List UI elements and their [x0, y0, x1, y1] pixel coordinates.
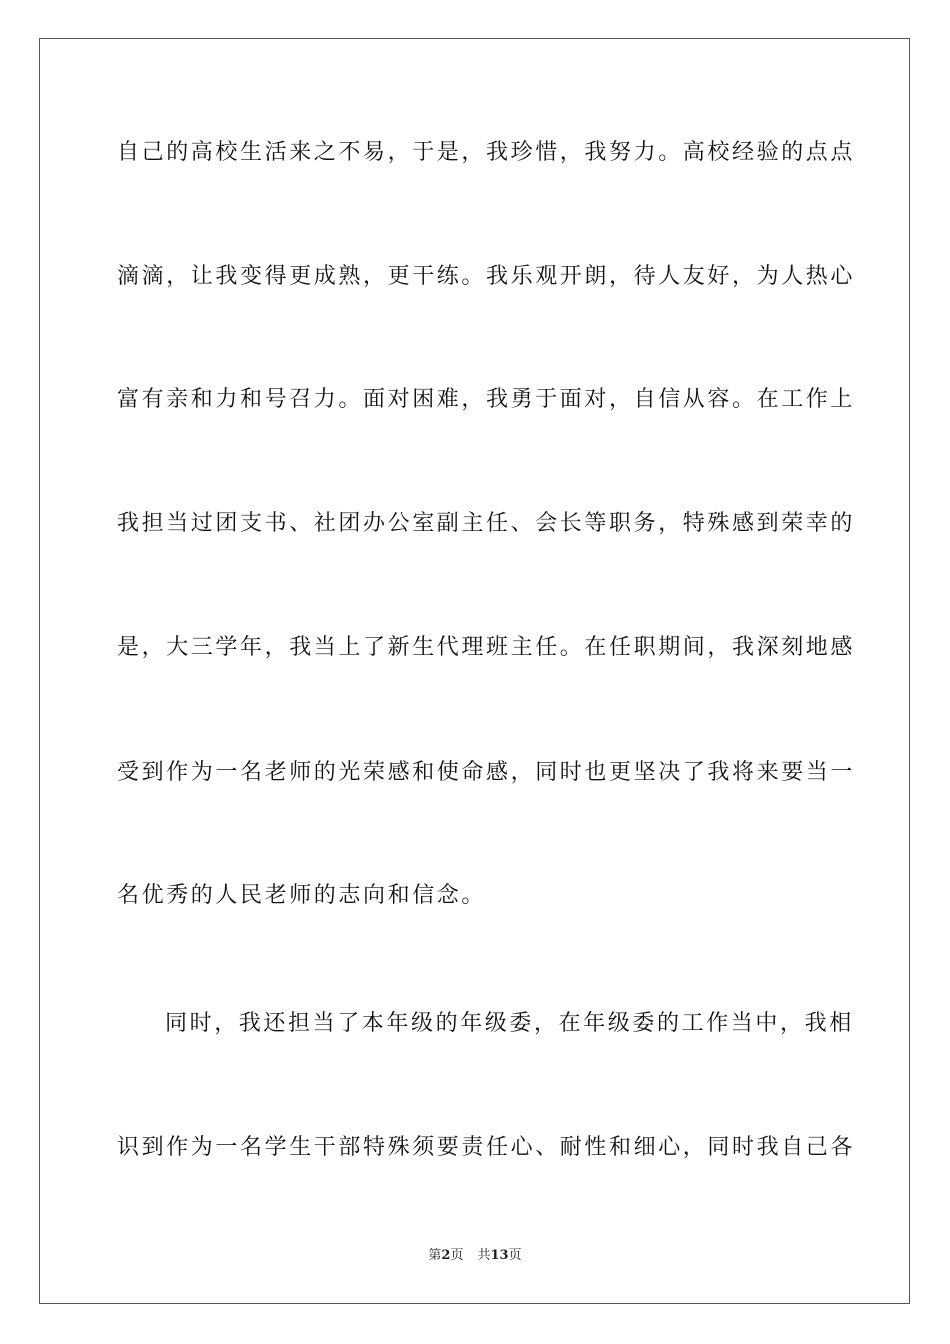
body-text-line: 是，大三学年，我当上了新生代理班主任。在任职期间，我深刻地感 — [117, 635, 856, 660]
body-text-line: 我担当过团支书、社团办公室副主任、会长等职务，特殊感到荣幸的 — [117, 511, 856, 536]
page-footer — [0, 1247, 950, 1265]
paragraph-first-line: 同时，我还担当了本年级的年级委，在年级委的工作当中，我相 — [165, 1011, 854, 1036]
body-text-line: 滴滴，让我变得更成熟，更干练。我乐观开朗，待人友好，为人热心 — [117, 264, 856, 289]
total-label-prefix: 共 — [477, 1248, 491, 1263]
page-frame — [39, 38, 910, 1304]
body-text-line: 自己的高校生活来之不易，于是，我珍惜，我努力。高校经验的点点 — [117, 140, 856, 165]
total-pages: 13 — [490, 1248, 509, 1263]
page-label-suffix: 页 — [450, 1248, 464, 1263]
body-text-line: 受到作为一名老师的光荣感和使命感，同时也更坚决了我将来要当一 — [117, 760, 856, 785]
body-text-line: 识到作为一名学生干部特殊须要责任心、耐性和细心，同时我自己各 — [117, 1135, 856, 1160]
body-text-line: 富有亲和力和号召力。面对困难，我勇于面对，自信从容。在工作上 — [117, 387, 856, 412]
total-label-suffix: 页 — [508, 1248, 522, 1263]
page-number: 2 — [441, 1248, 451, 1263]
body-text-line: 名优秀的人民老师的志向和信念。 — [117, 883, 487, 908]
page-label-prefix: 第 — [428, 1248, 442, 1263]
